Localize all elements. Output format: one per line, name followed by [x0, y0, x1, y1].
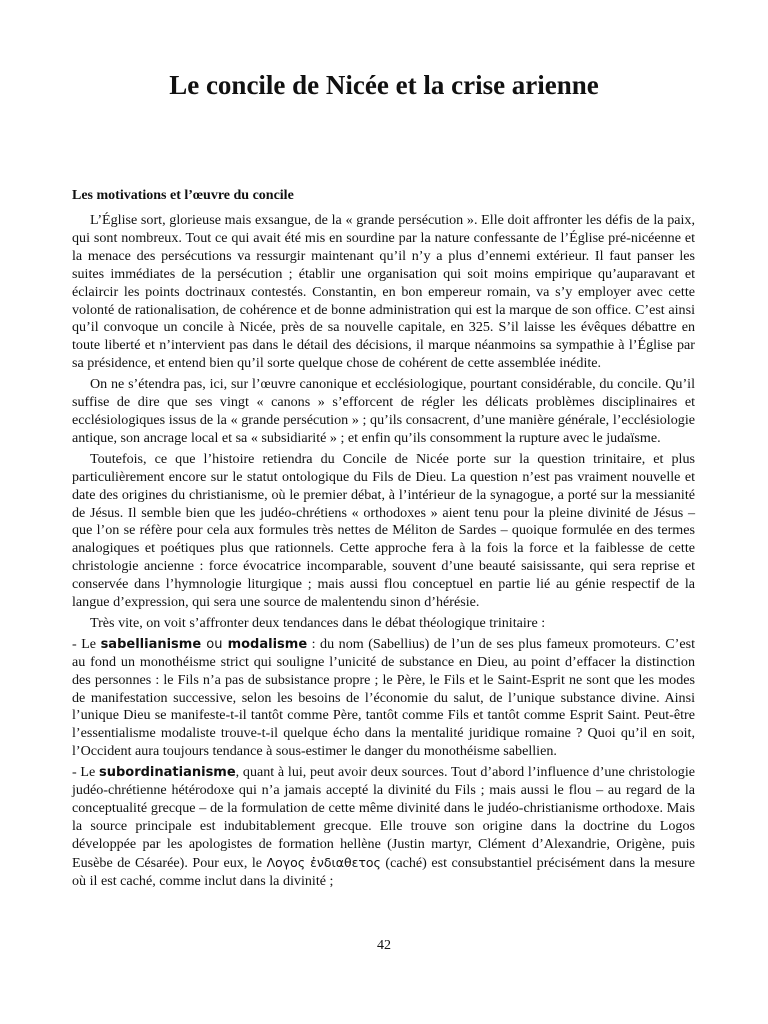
term-sabellianism: sabellianisme — [100, 636, 202, 652]
item-text-end: (caché) est consubstantiel précisément dans la mesure où il est caché, comme inclut dans la divinité ; — [72, 854, 695, 889]
body-text — [72, 212, 695, 894]
chapter-title: Le concile de Nicée et la crise arienne — [169, 70, 599, 100]
paragraph-3: Toutefois, ce que l’histoire retiendra du Concile de Nicée porte sur la question trinitaire, et plus particulièrement encore sur le statut ontologique du Fils de Dieu. La question n’est pas vraiment nouvelle et date des origines du christianisme, où le premier débat, à l’intérieur de la synagogue, a porté sur la messianité de Jésus. Il semble bien que les judéo-chrétiens « orthodoxes » aient tenu pour la pleine divinité de Jésus – que l’on se réfère pour cela aux formules très nettes de Méliton de Sardes – quoique formulée en des termes analogiques et poétiques plus que rationnels. Cette approche fera à la fois la force et la faiblesse de cette christologie ancienne : force évocatrice incomparable, souvent d’une beauté saisissante, qui sera reprise et conservée dans l’hymnologie liturgique ; mais aussi flou conceptuel en partie lié au génie respectif de la langue d’expression, qui sera une source de malentendu sinon d’hérésie. — [72, 450, 695, 611]
section-heading: Les motivations et l’œuvre du concile — [72, 188, 294, 203]
paragraph-2: On ne s’étendra pas, ici, sur l’œuvre canonique et ecclésiologique, pourtant considérable, du concile. Qu’il suffise de dire que ses vingt « canons » s’efforcent de régler les délicats problèmes disciplinaires et ecclésiologiques issus de la « grande persécution » ; qu’ils consacrent, d’une manière générale, l’ecclésiologie antique, son ancrage local et sa « subsidiarité » ; et enfin qu’ils consomment la rupture avec le judaïsme. — [72, 376, 695, 446]
item-joiner: ou — [201, 636, 228, 652]
term-modalism: modalisme — [227, 636, 308, 652]
paragraph-1: L’Église sort, glorieuse mais exsangue, de la « grande persécution ». Elle doit affronter les défis de la paix, qui sont nombreux. Tout ce qui avait été mis en sourdine par la nature confessante de l’Église pré-nicéenne et la menace des persécutions va ressurgir maintenant qu’il n’y a plus d’ennemi extérieur. Il faut panser les suites immédiates de la persécution ; établir une organisation qui soit moins empirique qu’auparavant et éclaircir les points doctrinaux contestés. Constantin, en bon empereur romain, va s’y employer avec cette volonté de rationalisation, de cohérence et de bonne administration qui est la marque de son office. C’est ainsi qu’il convoque un concile à Nicée, près de sa nouvelle capitale, en 325. S’il laisse les évêques débattre en toute liberté et n’intervient pas dans le détail des décisions, il marque néanmoins sa sympathie à l’Église par sa présidence, et entend bien qu’il sorte quelque chose de cohérent de cette assemblée inédite. — [72, 212, 695, 372]
item-text: : du nom (Sabellius) de l’un de ses plus fameux promoteurs. C’est au fond un monothéisme strict qui souligne l’unicité de substance en Dieu, au point d’effacer la distinction des personnes : le Fils n’a pas de subsistance propre ; le Père, le Fils et le Saint-Esprit ne sont que les modes de manifestation successive, selon les besoins de l’économie du salut, de l’unique substance divine. Ainsi l’unique Dieu se manifeste-t-il tantôt comme Père, tantôt comme Fils et tantôt comme Esprit Saint. Peut-être l’essentialisme modaliste trouve-t-il quelque écho dans la mentalité juridique romaine ? Quoi qu’il en soit, l’Occident aura toujours tendance à sous-estimer le danger du monothéisme sabellien. — [72, 635, 695, 760]
item-text: , quant à lui, peut avoir deux sources. Tout d’abord l’influence d’une christologie judéo-chrétienne hétérodoxe qui n’a jamais accepté la divinité du Fils ; mais aussi le flou – au regard de la conceptualité grecque – de la formulation de cette même divinité dans le judéo-christianisme orthodoxe. Mais la source principale est indubitablement grecque. Elle trouve son origine dans la doctrine du Logos développée par les apologistes de formation hellène (Justin martyr, Clément d’Alexandrie, Origène, puis Eusèbe de Césarée). Pour eux, le — [72, 764, 695, 871]
term-subordinatianism: subordinatianisme — [98, 765, 236, 781]
item-prefix: - Le — [72, 764, 99, 781]
list-item-sabellianism — [72, 636, 695, 761]
item-prefix: - Le — [72, 635, 101, 652]
greek-phrase: Λογος ἐνδιαθετος — [266, 854, 381, 870]
paragraph-4: Très vite, on voit s’affronter deux tendances dans le débat théologique trinitaire : — [90, 614, 546, 631]
page-number: 42 — [377, 938, 391, 953]
list-item-subordinatianism — [72, 764, 695, 890]
